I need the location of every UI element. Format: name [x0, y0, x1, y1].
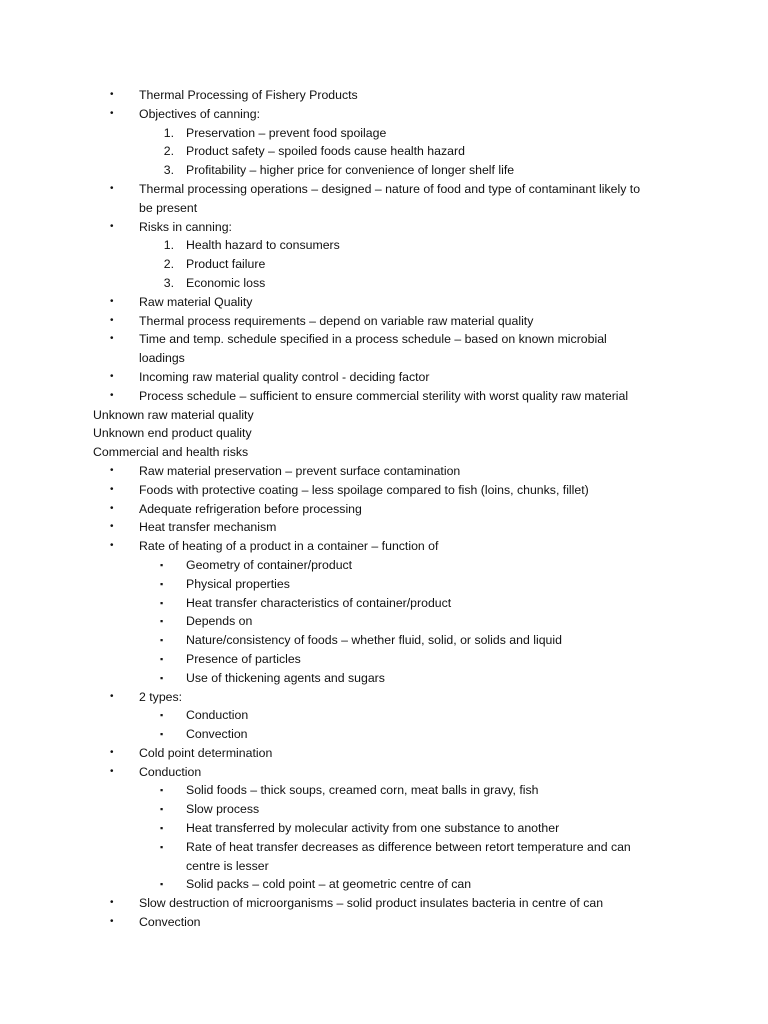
list-item [0, 631, 768, 650]
square-bullet-marker: ▪ [160, 710, 164, 721]
list-item-text: Profitability – higher price for convenience of longer shelf life [186, 163, 515, 178]
list-item [0, 669, 768, 688]
list-item-text: Slow process [186, 802, 260, 817]
list-item [0, 387, 768, 406]
bullet-marker: • [110, 690, 114, 702]
list-item-text: Raw material preservation – prevent surface contamination [139, 463, 461, 478]
number-marker: 2. [163, 144, 174, 159]
square-bullet-marker: ▪ [160, 597, 164, 608]
number-marker: 3. [163, 275, 174, 290]
list-item-text: Adequate refrigeration before processing [139, 501, 362, 516]
list-item [0, 612, 768, 631]
text-line [0, 424, 768, 443]
square-bullet-marker: ▪ [160, 804, 164, 815]
list-item-text: Convection [139, 915, 201, 930]
list-item-text: Product safety – spoiled foods cause health hazard [186, 144, 465, 159]
list-item [0, 575, 768, 594]
square-bullet-marker: ▪ [160, 635, 164, 646]
square-bullet-marker: ▪ [160, 616, 164, 627]
list-item [0, 800, 768, 819]
list-item [0, 105, 768, 124]
list-item-text: centre is lesser [186, 858, 269, 873]
square-bullet-marker: ▪ [160, 729, 164, 740]
list-item-text: Time and temp. schedule specified in a process schedule – based on known microbial [139, 332, 607, 347]
text-line [0, 406, 768, 425]
square-bullet-marker: ▪ [160, 823, 164, 834]
list-item-text: Use of thickening agents and sugars [186, 670, 385, 685]
bullet-marker: • [110, 746, 114, 758]
list-item-text: Preservation – prevent food spoilage [186, 125, 387, 140]
list-item [0, 537, 768, 556]
square-bullet-marker: ▪ [160, 785, 164, 796]
bullet-marker: • [110, 389, 114, 401]
list-item-text: Economic loss [186, 275, 266, 290]
list-item [0, 86, 768, 105]
list-item-text: Commercial and health risks [93, 445, 249, 460]
list-item [0, 330, 768, 349]
list-item [0, 650, 768, 669]
list-item [0, 293, 768, 312]
list-item [0, 819, 768, 838]
list-item-text: Incoming raw material quality control - deciding factor [139, 369, 430, 384]
list-item-text: be present [139, 200, 198, 215]
list-item-text: Heat transferred by molecular activity from one substance to another [186, 821, 560, 836]
square-bullet-marker: ▪ [160, 672, 164, 683]
list-item [0, 255, 768, 274]
list-item-text: Convection [186, 727, 248, 742]
document-body [0, 86, 768, 932]
list-item-text: Objectives of canning: [139, 106, 260, 121]
list-item [0, 142, 768, 161]
list-item [0, 706, 768, 725]
bullet-marker: • [110, 897, 114, 909]
bullet-marker: • [110, 916, 114, 928]
list-item-text: Slow destruction of microorganisms – solid product insulates bacteria in centre of can [139, 896, 604, 911]
list-item [0, 236, 768, 255]
bullet-marker: • [110, 464, 114, 476]
list-item-text: Thermal process requirements – depend on variable raw material quality [139, 313, 534, 328]
list-item [0, 725, 768, 744]
list-item [0, 894, 768, 913]
list-item [0, 124, 768, 143]
list-item-text: Product failure [186, 257, 266, 272]
list-item-text: Physical properties [186, 576, 290, 591]
list-item-text: Foods with protective coating – less spoilage compared to fish (loins, chunks, fillet) [139, 482, 589, 497]
list-item-text: Presence of particles [186, 651, 301, 666]
number-marker: 3. [163, 163, 174, 178]
bullet-marker: • [110, 370, 114, 382]
list-item [0, 744, 768, 763]
bullet-marker: • [110, 483, 114, 495]
list-item-text: loadings [139, 351, 185, 366]
list-item [0, 180, 768, 199]
number-marker: 2. [163, 257, 174, 272]
number-marker: 1. [163, 125, 174, 140]
bullet-marker: • [110, 765, 114, 777]
list-item-text: Depends on [186, 614, 253, 629]
list-item-text: Thermal Processing of Fishery Products [139, 88, 358, 102]
list-item [0, 312, 768, 331]
list-item-text: Health hazard to consumers [186, 238, 340, 253]
bullet-marker: • [110, 540, 114, 552]
list-item-text: Thermal processing operations – designed – nature of food and type of contaminant likely to [139, 181, 641, 196]
list-item-text: Unknown raw material quality [93, 407, 254, 422]
list-item [0, 368, 768, 387]
list-item-text: Rate of heating of a product in a container – function of [139, 539, 439, 554]
list-item-text: Cold point determination [139, 745, 273, 760]
list-item [0, 781, 768, 800]
square-bullet-marker: ▪ [160, 578, 164, 589]
list-item-text: Conduction [186, 708, 249, 723]
list-item [0, 763, 768, 782]
list-item-continuation [0, 199, 768, 218]
list-item [0, 161, 768, 180]
square-bullet-marker: ▪ [160, 879, 164, 890]
bullet-marker: • [110, 295, 114, 307]
list-item-text: Solid packs – cold point – at geometric centre of can [186, 877, 472, 892]
bullet-marker: • [110, 314, 114, 326]
number-marker: 1. [163, 238, 174, 253]
list-item-text: Geometry of container/product [186, 557, 353, 572]
bullet-marker: • [110, 333, 114, 345]
list-item [0, 218, 768, 237]
list-item-text: Raw material Quality [139, 294, 253, 309]
list-item [0, 462, 768, 481]
list-item [0, 274, 768, 293]
list-item [0, 481, 768, 500]
list-item-text: Risks in canning: [139, 219, 232, 234]
list-item [0, 594, 768, 613]
bullet-marker: • [110, 521, 114, 533]
bullet-marker: • [110, 220, 114, 232]
square-bullet-marker: ▪ [160, 841, 164, 852]
list-item [0, 913, 768, 932]
list-item [0, 875, 768, 894]
list-item-text: Solid foods – thick soups, creamed corn, meat balls in gravy, fish [186, 783, 539, 798]
list-item-text: Heat transfer mechanism [139, 520, 277, 535]
list-item-continuation [0, 857, 768, 876]
list-item-text: Conduction [139, 764, 202, 779]
bullet-marker: • [110, 89, 114, 100]
text-line [0, 443, 768, 462]
bullet-marker: • [110, 502, 114, 514]
list-item-text: Unknown end product quality [93, 426, 252, 441]
list-item-text: Heat transfer characteristics of container/product [186, 595, 452, 610]
list-item [0, 500, 768, 519]
list-item-continuation [0, 349, 768, 368]
square-bullet-marker: ▪ [160, 559, 164, 570]
bullet-marker: • [110, 182, 114, 194]
list-item [0, 518, 768, 537]
list-item [0, 688, 768, 707]
list-item-text: 2 types: [139, 689, 183, 704]
list-item [0, 838, 768, 857]
list-item-text: Rate of heat transfer decreases as difference between retort temperature and can [186, 839, 631, 854]
list-item-text: Nature/consistency of foods – whether fluid, solid, or solids and liquid [186, 633, 562, 648]
list-item [0, 556, 768, 575]
bullet-marker: • [110, 107, 114, 119]
square-bullet-marker: ▪ [160, 653, 164, 664]
list-item-text: Process schedule – sufficient to ensure commercial sterility with worst quality raw material [139, 388, 629, 403]
